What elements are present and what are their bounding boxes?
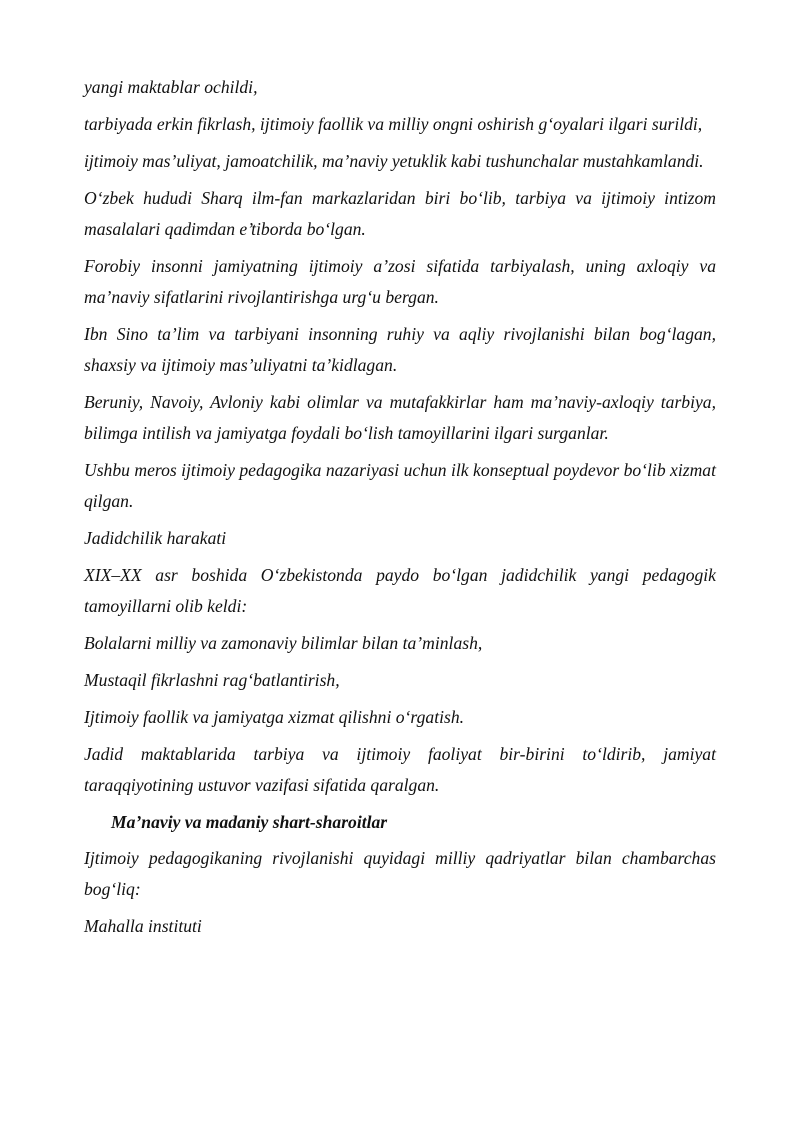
paragraph: Ijtimoiy pedagogikaning rivojlanishi quyidagi milliy qadriyatlar bilan chambarchas bog‘liq: bbox=[84, 848, 716, 899]
paragraph: Ibn Sino ta’lim va tarbiyani insonning ruhiy va aqliy rivojlanishi bilan bog‘lagan, shaxsiy va ijtimoiy mas’uliyatni ta’kidlagan. bbox=[84, 324, 716, 375]
list-item: Mahalla instituti bbox=[84, 916, 202, 936]
paragraph: Jadid maktablarida tarbiya va ijtimoiy faoliyat bir-birini to‘ldirib, jamiyat taraqqiyotining ustuvor vazifasi sifatida qaralgan. bbox=[84, 744, 716, 795]
list-item: Mustaqil fikrlashni rag‘batlantirish, bbox=[84, 670, 340, 690]
paragraph: XIX–XX asr boshida O‘zbekistonda paydo bo‘lgan jadidchilik yangi pedagogik tamoyillarni olib keldi: bbox=[84, 565, 716, 616]
list-item: Bolalarni milliy va zamonaviy bilimlar bilan ta’minlash, bbox=[84, 633, 483, 653]
paragraph: Forobiy insonni jamiyatning ijtimoiy a’zosi sifatida tarbiyalash, uning axloqiy va ma’naviy sifatlarini rivojlantirishga urg‘u bergan. bbox=[84, 256, 716, 307]
paragraph: yangi maktablar ochildi, bbox=[84, 77, 258, 97]
section-subtitle: Jadidchilik harakati bbox=[84, 528, 227, 548]
list-item: Ijtimoiy faollik va jamiyatga xizmat qilishni o‘rgatish. bbox=[84, 707, 465, 727]
paragraph: ijtimoiy mas’uliyat, jamoatchilik, ma’naviy yetuklik kabi tushunchalar mustahkamlandi. bbox=[84, 151, 704, 171]
paragraph: tarbiyada erkin fikrlash, ijtimoiy faollik va milliy ongni oshirish g‘oyalari ilgari surildi, bbox=[84, 114, 703, 134]
paragraph: Beruniy, Navoiy, Avloniy kabi olimlar va mutafakkirlar ham ma’naviy-axloqiy tarbiya, bilimga intilish va jamiyatga foydali bo‘lish tamoyillarini ilgari surganlar. bbox=[84, 392, 716, 443]
paragraph: Ushbu meros ijtimoiy pedagogika nazariyasi uchun ilk konseptual poydevor bo‘lib xizmat qilgan. bbox=[84, 460, 716, 511]
paragraph: O‘zbek hududi Sharq ilm-fan markazlaridan biri bo‘lib, tarbiya va ijtimoiy intizom masalalari qadimdan e’tiborda bo‘lgan. bbox=[84, 188, 716, 239]
document-body bbox=[84, 72, 716, 948]
section-heading: Ma’naviy va madaniy shart-sharoitlar bbox=[111, 812, 388, 832]
